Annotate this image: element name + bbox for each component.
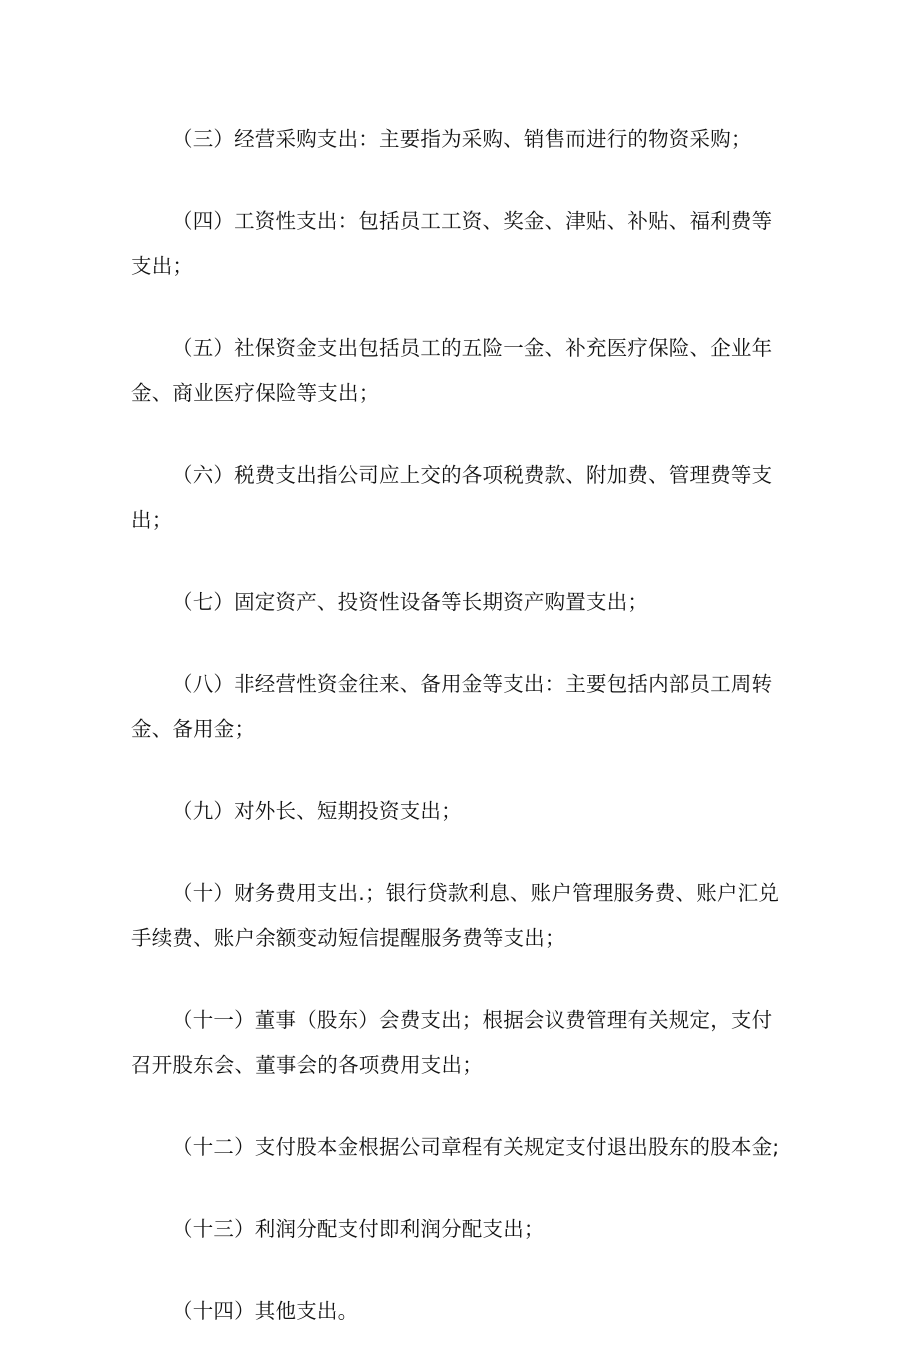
- paragraph-profit-distribution: （十三）利润分配支付即利润分配支出；: [172, 1217, 545, 1241]
- paragraph-social-security: （五）社保资金支出包括员工的五险一金、补充医疗保险、企业年金、商业医疗保险等支出；: [131, 336, 773, 405]
- paragraph-tax-expenses: （六）税费支出指公司应上交的各项税费款、附加费、管理费等支出；: [131, 463, 773, 532]
- paragraph-financial-expenses: （十）财务费用支出.；银行贷款利息、账户管理服务费、账户汇兑手续费、账户余额变动短信提醒服务费等支出；: [131, 881, 780, 950]
- paragraph-non-operating-funds: （八）非经营性资金往来、备用金等支出：主要包括内部员工周转金、备用金；: [131, 672, 773, 741]
- paragraph-operating-procurement: （三）经营采购支出：主要指为采购、销售而进行的物资采购；: [172, 127, 752, 151]
- paragraph-other-expenses: （十四）其他支出。: [172, 1299, 359, 1323]
- document-body: [131, 117, 791, 1371]
- paragraph-wage-expenses: （四）工资性支出：包括员工工资、奖金、津贴、补贴、福利费等支出；: [131, 209, 773, 278]
- paragraph-investment: （九）对外长、短期投资支出；: [172, 799, 462, 823]
- paragraph-share-capital: （十二）支付股本金根据公司章程有关规定支付退出股东的股本金;: [172, 1135, 780, 1159]
- paragraph-fixed-assets: （七）固定资产、投资性设备等长期资产购置支出；: [172, 590, 649, 614]
- paragraph-board-expenses: （十一）董事（股东）会费支出；根据会议费管理有关规定，支付召开股东会、董事会的各项费用支出；: [131, 1008, 773, 1077]
